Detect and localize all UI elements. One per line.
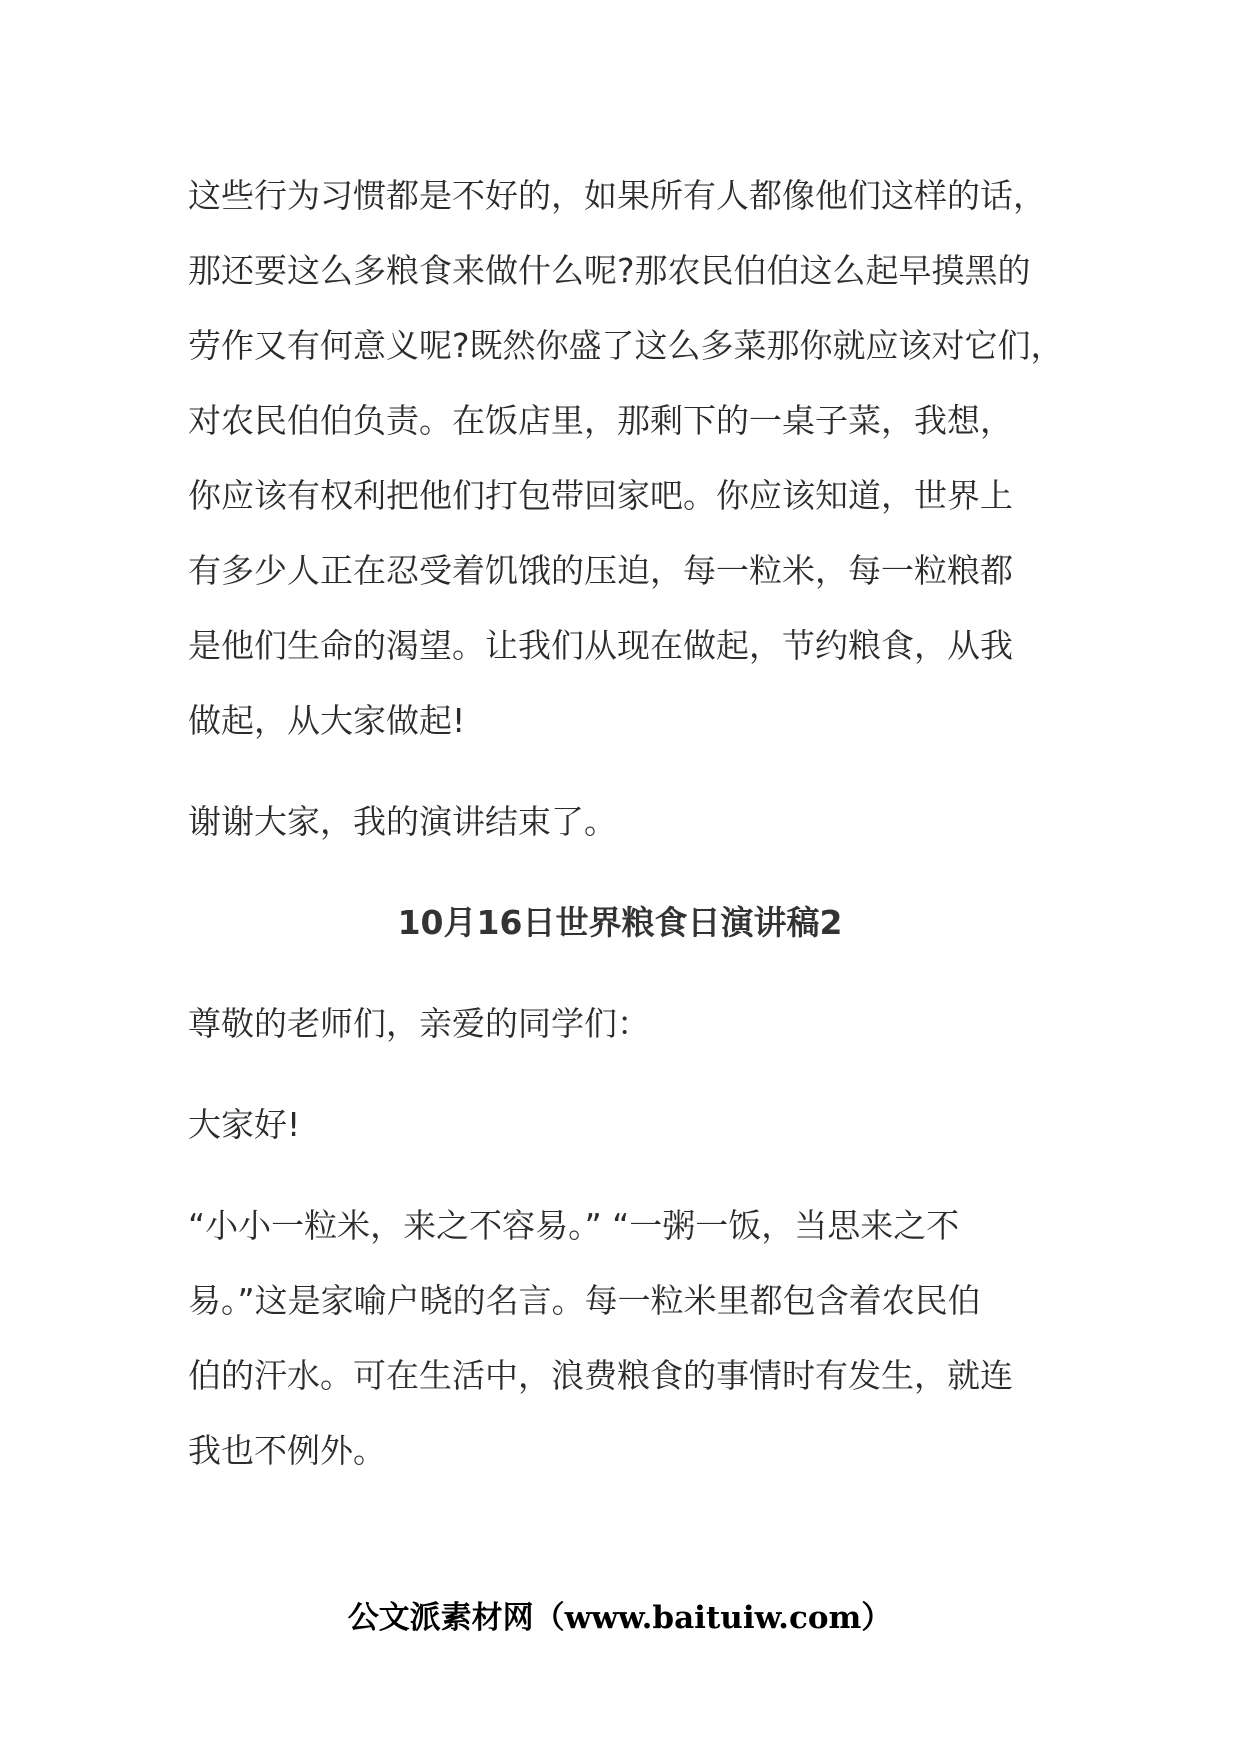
text-line: 有多少人正在忍受着饥饿的压迫，每一粒米，每一粒粮都 (188, 551, 1013, 590)
page-footer: 公文派素材网（www.baituiw.com） (347, 1600, 893, 1636)
paragraph (188, 1188, 1068, 1488)
text-line: “小小一粒米，来之不容易。” “一粥一饭，当思来之不 (188, 1206, 960, 1245)
text-line: 伯的汗水。可在生活中，浪费粮食的事情时有发生，就连 (188, 1356, 1013, 1395)
text-line: 是他们生命的渴望。让我们从现在做起，节约粮食，从我 (188, 626, 1013, 665)
paragraph-spacer (188, 1162, 1068, 1188)
greeting: 大家好! (188, 1105, 301, 1144)
text-line: 做起，从大家做起! (188, 701, 466, 740)
paragraph-spacer (188, 960, 1068, 986)
text-line: 我也不例外。 (188, 1431, 386, 1470)
closing-remark: 谢谢大家，我的演讲结束了。 (188, 802, 617, 841)
text-line: 易。”这是家喻户晓的名言。每一粒米里都包含着农民伯 (188, 1281, 981, 1320)
paragraph-spacer (188, 1061, 1068, 1087)
text-line: 对农民伯伯负责。在饭店里，那剩下的一桌子菜，我想， (188, 401, 1013, 440)
section-heading: 10月16日世界粮食日演讲稿2 (397, 903, 843, 942)
paragraph (188, 158, 1068, 758)
salutation: 尊敬的老师们，亲爱的同学们： (188, 1004, 650, 1043)
text-line: 劳作又有何意义呢?既然你盛了这么多菜那你就应该对它们， (188, 326, 1064, 365)
text-line: 那还要这么多粮食来做什么呢?那农民伯伯这么起早摸黑的 (188, 251, 1031, 290)
text-line: 这些行为习惯都是不好的，如果所有人都像他们这样的话， (188, 176, 1046, 215)
paragraph-spacer (188, 758, 1068, 784)
text-line: 你应该有权利把他们打包带回家吧。你应该知道，世界上 (188, 476, 1013, 515)
paragraph-spacer (188, 859, 1068, 885)
document-body (188, 158, 1068, 1488)
